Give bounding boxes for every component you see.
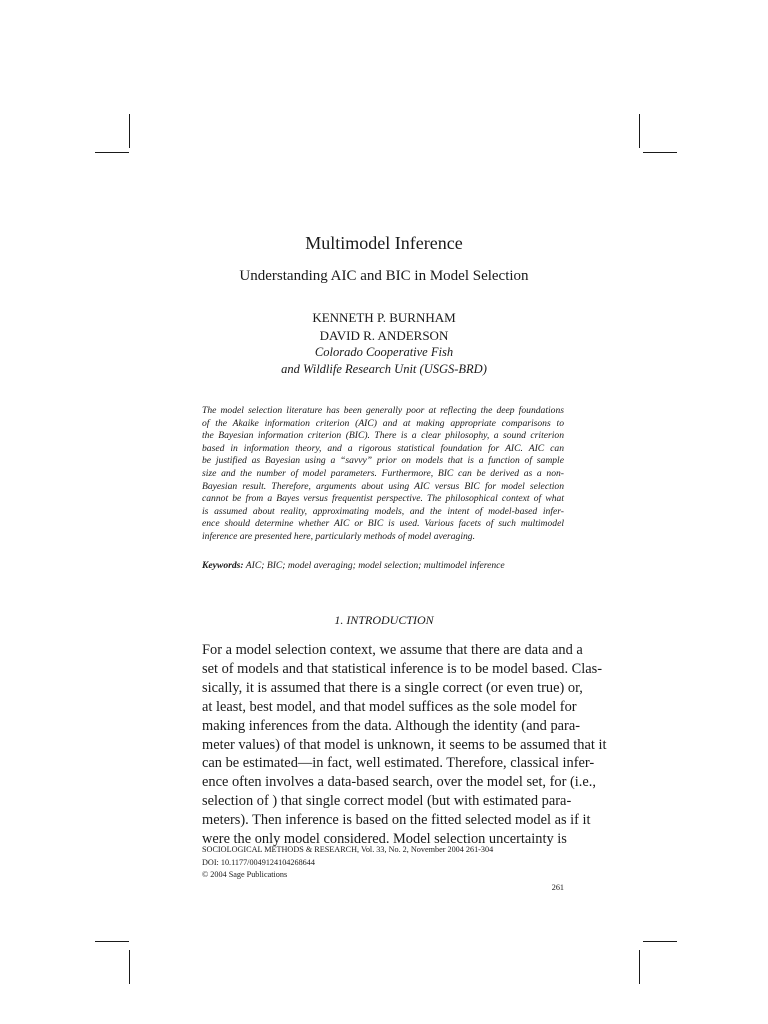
section-heading: 1. INTRODUCTION <box>334 613 434 627</box>
body-line: set of models and that statistical inference is to be model based. Clas- <box>202 660 603 677</box>
affiliation-line: Colorado Cooperative Fish <box>314 345 454 359</box>
doi: DOI: 10.1177/0049124104268644 <box>202 857 315 867</box>
abstract-line: The model selection literature has been generally poor at reflecting the deep foundations <box>202 405 564 416</box>
crop-mark-top-left-horizontal <box>95 152 129 153</box>
crop-mark-bottom-right-vertical <box>639 950 640 984</box>
affiliation-line: and Wildlife Research Unit (USGS-BRD) <box>281 362 487 376</box>
abstract-line: of the Akaike information criterion (AIC) and at making appropriate comparisons to <box>202 417 564 429</box>
abstract-line: the Bayesian information criterion (BIC). There is a clear philosophy, a sound criterion <box>202 430 564 442</box>
keywords <box>202 560 564 571</box>
body-line: can be estimated—in fact, well estimated. Therefore, classical infer- <box>202 755 595 772</box>
author-name: KENNETH P. BURNHAM <box>312 310 456 325</box>
crop-mark-bottom-right-horizontal <box>643 941 677 942</box>
body-line: at least, best model, and that model suffices as the sole model for <box>202 698 577 715</box>
keywords-label: Keywords: <box>202 560 244 571</box>
abstract-line: cannot be from a Bayes versus frequentist perspective. The philosophical context of what <box>202 493 564 505</box>
abstract-line: inference are presented here, particularly methods of model averaging. <box>202 530 475 542</box>
copyright: © 2004 Sage Publications <box>202 870 288 879</box>
abstract-line: size and the number of model parameters. Furthermore, BIC can be derived as a non- <box>202 467 564 479</box>
abstract-line: be justified as Bayesian using a “savvy” prior on models that is a function of sample <box>202 455 564 467</box>
crop-mark-top-right-horizontal <box>643 152 677 153</box>
body-line: were the only model considered. Model selection uncertainty is <box>202 831 567 848</box>
abstract-line: ence should determine whether AIC or BIC is used. Various facets of such multimodel <box>202 518 564 530</box>
body-line: meter values) of that model is unknown, it seems to be assumed that it <box>202 736 607 753</box>
author-name: DAVID R. ANDERSON <box>319 328 449 343</box>
abstract <box>202 405 564 544</box>
abstract-line: is assumed about reality, approximating models, and the intent of model-based infer- <box>202 505 564 517</box>
journal-citation: SOCIOLOGICAL METHODS & RESEARCH, Vol. 33, No. 2, November 2004 261-304 <box>202 845 494 854</box>
body-line: For a model selection context, we assume that there are data and a <box>202 642 583 658</box>
keywords-text: AIC; BIC; model averaging; model selection; multimodel inference <box>243 560 505 571</box>
crop-mark-top-right-vertical <box>639 114 640 148</box>
body-line: meters). Then inference is based on the fitted selected model as if it <box>202 812 591 829</box>
body-line: ence often involves a data-based search, over the model set, for (i.e., <box>202 774 596 791</box>
journal-footer <box>202 844 564 882</box>
paper-subtitle: Understanding AIC and BIC in Model Selection <box>239 268 529 284</box>
crop-mark-bottom-left-vertical <box>129 950 130 984</box>
author-list <box>0 309 768 345</box>
page-number: 261 <box>551 883 564 892</box>
abstract-line: Bayesian result. Therefore, arguments about using AIC versus BIC for model selection <box>202 480 564 492</box>
crop-mark-bottom-left-horizontal <box>95 941 129 942</box>
affiliation <box>0 344 768 378</box>
body-line: making inferences from the data. Although the identity (and para- <box>202 717 581 734</box>
crop-mark-top-left-vertical <box>129 114 130 148</box>
body-text <box>202 641 607 849</box>
paper-title: Multimodel Inference <box>305 233 463 253</box>
abstract-line: based in information theory, and a rigorous statistical foundation for AIC. AIC can <box>202 442 564 454</box>
body-line: sically, it is assumed that there is a single correct (or even true) or, <box>202 679 583 696</box>
body-line: selection of ) that single correct model (but with estimated para- <box>202 793 572 810</box>
